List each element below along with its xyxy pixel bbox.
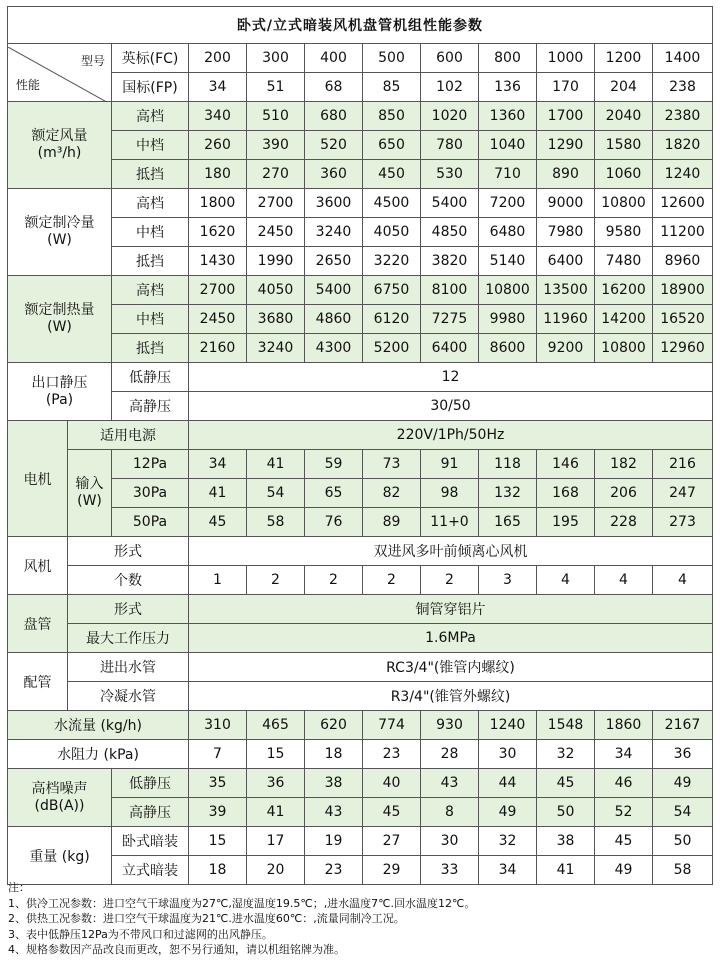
- value-cell: 300: [247, 44, 305, 73]
- row-label: 高档: [112, 102, 189, 131]
- row-label: 高档: [112, 276, 189, 305]
- value-cell: 33: [421, 856, 479, 885]
- cooling-label: [8, 189, 112, 276]
- value-cell: 168: [537, 479, 595, 508]
- table-row: [8, 102, 713, 131]
- value-cell: 102: [421, 73, 479, 102]
- value-cell: 15: [247, 740, 305, 769]
- value-cell: 1040: [479, 131, 537, 160]
- table-row: [8, 595, 713, 624]
- value-cell: 400: [305, 44, 363, 73]
- value-cell: 10800: [595, 334, 653, 363]
- notes: [8, 880, 708, 958]
- value-cell: 146: [537, 450, 595, 479]
- table-row: [8, 305, 713, 334]
- table-row: [8, 653, 713, 682]
- value-cell: 7480: [595, 247, 653, 276]
- value-cell: 11960: [537, 305, 595, 334]
- value-cell: 18: [305, 740, 363, 769]
- value-cell: 68: [305, 73, 363, 102]
- value-cell: 45: [537, 769, 595, 798]
- row-label: 抵挡: [112, 247, 189, 276]
- value-cell: 1820: [653, 131, 713, 160]
- value-cell: 10800: [479, 276, 537, 305]
- row-label: 30Pa: [112, 479, 189, 508]
- row-label: 进出水管: [68, 653, 189, 682]
- group-label: 出口静压: [31, 374, 88, 391]
- value-cell: 3820: [421, 247, 479, 276]
- table-row: [8, 682, 713, 711]
- group-label: 额定风量: [31, 128, 88, 144]
- table-row: [8, 218, 713, 247]
- value-cell: 170: [537, 73, 595, 102]
- value-cell: 4: [595, 566, 653, 595]
- table-row: [8, 508, 713, 537]
- value-cell: 1548: [537, 711, 595, 740]
- value-cell: 38: [305, 769, 363, 798]
- value-cell: 2167: [653, 711, 713, 740]
- value-cell: 30/50: [189, 392, 713, 421]
- value-cell: 260: [189, 131, 247, 160]
- value-cell: 270: [247, 160, 305, 189]
- value-cell: 780: [421, 131, 479, 160]
- value-cell: 360: [305, 160, 363, 189]
- value-cell: 11200: [653, 218, 713, 247]
- value-cell: 58: [247, 508, 305, 537]
- value-cell: 18: [189, 856, 247, 885]
- value-cell: 465: [247, 711, 305, 740]
- row-label: 低静压: [112, 363, 189, 392]
- value-cell: 8600: [479, 334, 537, 363]
- fan-label: 风机: [8, 537, 68, 595]
- value-cell: 82: [363, 479, 421, 508]
- value-cell: 1060: [595, 160, 653, 189]
- value-cell: 49: [595, 856, 653, 885]
- value-cell: 76: [305, 508, 363, 537]
- value-cell: 73: [363, 450, 421, 479]
- value-cell: 34: [189, 450, 247, 479]
- value-cell: 41: [189, 479, 247, 508]
- value-cell: 14200: [595, 305, 653, 334]
- value-cell: 1990: [247, 247, 305, 276]
- value-cell: 774: [363, 711, 421, 740]
- value-cell: 9580: [595, 218, 653, 247]
- value-cell: 36: [247, 769, 305, 798]
- value-cell: 3220: [363, 247, 421, 276]
- value-cell: 2700: [247, 189, 305, 218]
- value-cell: 11+0: [421, 508, 479, 537]
- value-cell: 1430: [189, 247, 247, 276]
- row-label: 个数: [68, 566, 189, 595]
- value-cell: 220V/1Ph/50Hz: [189, 421, 713, 450]
- value-cell: 10800: [595, 189, 653, 218]
- value-cell: 59: [305, 450, 363, 479]
- value-cell: 118: [479, 450, 537, 479]
- value-cell: 510: [247, 102, 305, 131]
- table-row: [8, 740, 713, 769]
- value-cell: 1800: [189, 189, 247, 218]
- value-cell: 200: [189, 44, 247, 73]
- value-cell: 2: [363, 566, 421, 595]
- group-label: 额定制热量: [24, 302, 95, 318]
- value-cell: 3: [479, 566, 537, 595]
- table-row: [8, 247, 713, 276]
- airflow-label: [8, 102, 112, 189]
- value-cell: 216: [653, 450, 713, 479]
- value-cell: 6750: [363, 276, 421, 305]
- row-label: 冷凝水管: [68, 682, 189, 711]
- value-cell: 2650: [305, 247, 363, 276]
- value-cell: 6120: [363, 305, 421, 334]
- value-cell: 3240: [305, 218, 363, 247]
- value-cell: 4300: [305, 334, 363, 363]
- value-cell: 12600: [653, 189, 713, 218]
- value-cell: 45: [363, 798, 421, 827]
- row-label: 50Pa: [112, 508, 189, 537]
- value-cell: 340: [189, 102, 247, 131]
- value-cell: 4050: [363, 218, 421, 247]
- motor-input-label: [68, 450, 112, 537]
- value-cell: 89: [363, 508, 421, 537]
- value-cell: 54: [653, 798, 713, 827]
- value-cell: 41: [247, 798, 305, 827]
- value-cell: RC3/4"(锥管内螺纹): [189, 653, 713, 682]
- value-cell: 5140: [479, 247, 537, 276]
- note-item: 2、供热工况参数：进口空气干球温度为21℃.进水温度60℃：,流量同制冷工况。: [8, 912, 405, 925]
- row-label: 高静压: [112, 798, 189, 827]
- table-row: [8, 624, 713, 653]
- value-cell: 38: [537, 827, 595, 856]
- value-cell: 228: [595, 508, 653, 537]
- value-cell: 35: [189, 769, 247, 798]
- table-row: [8, 44, 713, 73]
- value-cell: 6480: [479, 218, 537, 247]
- value-cell: 2700: [189, 276, 247, 305]
- value-cell: 23: [363, 740, 421, 769]
- value-cell: 4850: [421, 218, 479, 247]
- value-cell: 1580: [595, 131, 653, 160]
- note-item: 3、表中低静压12Pa为不带风口和过滤网的出风静压。: [8, 927, 273, 941]
- value-cell: 600: [421, 44, 479, 73]
- value-cell: 30: [421, 827, 479, 856]
- value-cell: 34: [479, 856, 537, 885]
- value-cell: 310: [189, 711, 247, 740]
- value-cell: 50: [537, 798, 595, 827]
- value-cell: 12: [189, 363, 713, 392]
- corner-model-label: 型号: [80, 53, 105, 68]
- value-cell: 32: [479, 827, 537, 856]
- value-cell: 铜管穿铝片: [189, 595, 713, 624]
- value-cell: 1: [189, 566, 247, 595]
- table-row: [8, 73, 713, 102]
- coil-label: 盘管: [8, 595, 68, 653]
- row-label: 卧式暗装: [112, 827, 189, 856]
- value-cell: 41: [247, 450, 305, 479]
- table-row: [8, 189, 713, 218]
- corner-performance-label: 性能: [16, 77, 41, 92]
- row-label: 国标(FP): [112, 73, 189, 102]
- value-cell: 850: [363, 102, 421, 131]
- value-cell: 1860: [595, 711, 653, 740]
- value-cell: 680: [305, 102, 363, 131]
- value-cell: 3680: [247, 305, 305, 334]
- value-cell: 9980: [479, 305, 537, 334]
- row-label: 形式: [68, 595, 189, 624]
- row-label: 形式: [68, 537, 189, 566]
- row-label: 高档: [112, 189, 189, 218]
- group-label: 输入: [75, 476, 104, 492]
- value-cell: 17: [247, 827, 305, 856]
- value-cell: 5200: [363, 334, 421, 363]
- value-cell: 40: [363, 769, 421, 798]
- table-row: [8, 450, 713, 479]
- value-cell: 12960: [653, 334, 713, 363]
- value-cell: 65: [305, 479, 363, 508]
- value-cell: 1.6MPa: [189, 624, 713, 653]
- value-cell: 450: [363, 160, 421, 189]
- value-cell: 2040: [595, 102, 653, 131]
- row-label: 中档: [112, 305, 189, 334]
- value-cell: 39: [189, 798, 247, 827]
- value-cell: 28: [421, 740, 479, 769]
- group-unit: (dB(A)): [34, 797, 85, 814]
- value-cell: 1020: [421, 102, 479, 131]
- row-label: 抵挡: [112, 334, 189, 363]
- value-cell: 165: [479, 508, 537, 537]
- row-label: 抵挡: [112, 160, 189, 189]
- value-cell: 8100: [421, 276, 479, 305]
- value-cell: 2: [305, 566, 363, 595]
- value-cell: 247: [653, 479, 713, 508]
- row-label: 中档: [112, 131, 189, 160]
- value-cell: 5400: [305, 276, 363, 305]
- value-cell: 1400: [653, 44, 713, 73]
- value-cell: 7275: [421, 305, 479, 334]
- notes-heading: 注：: [8, 881, 30, 894]
- value-cell: 6400: [537, 247, 595, 276]
- row-label: 英标(FC): [112, 44, 189, 73]
- value-cell: 530: [421, 160, 479, 189]
- group-label: 高档噪声: [31, 780, 88, 797]
- value-cell: 32: [537, 740, 595, 769]
- value-cell: 238: [653, 73, 713, 102]
- value-cell: 20: [247, 856, 305, 885]
- value-cell: 23: [305, 856, 363, 885]
- table-row: [8, 479, 713, 508]
- value-cell: 85: [363, 73, 421, 102]
- value-cell: 16200: [595, 276, 653, 305]
- value-cell: 98: [421, 479, 479, 508]
- value-cell: 46: [595, 769, 653, 798]
- value-cell: 7: [189, 740, 247, 769]
- value-cell: 2: [421, 566, 479, 595]
- row-label: 最大工作压力: [68, 624, 189, 653]
- value-cell: 930: [421, 711, 479, 740]
- value-cell: 4: [537, 566, 595, 595]
- value-cell: 3240: [247, 334, 305, 363]
- value-cell: 520: [305, 131, 363, 160]
- table-row: [8, 566, 713, 595]
- value-cell: 27: [363, 827, 421, 856]
- value-cell: 45: [189, 508, 247, 537]
- value-cell: 182: [595, 450, 653, 479]
- table-row: [8, 827, 713, 856]
- value-cell: 4500: [363, 189, 421, 218]
- value-cell: 9000: [537, 189, 595, 218]
- value-cell: 3600: [305, 189, 363, 218]
- value-cell: 16520: [653, 305, 713, 334]
- value-cell: 8960: [653, 247, 713, 276]
- table-row: [8, 160, 713, 189]
- value-cell: 44: [479, 769, 537, 798]
- group-unit: (W): [47, 319, 72, 335]
- value-cell: 136: [479, 73, 537, 102]
- value-cell: 36: [653, 740, 713, 769]
- table-row: [8, 537, 713, 566]
- row-label: 12Pa: [112, 450, 189, 479]
- water-flow-label: 水流量 (kg/h): [8, 711, 189, 740]
- value-cell: 390: [247, 131, 305, 160]
- value-cell: 204: [595, 73, 653, 102]
- row-label: 适用电源: [68, 421, 189, 450]
- value-cell: 8: [421, 798, 479, 827]
- group-unit: (W): [77, 493, 102, 509]
- value-cell: 43: [421, 769, 479, 798]
- value-cell: 206: [595, 479, 653, 508]
- value-cell: 45: [595, 827, 653, 856]
- value-cell: 29: [363, 856, 421, 885]
- value-cell: 4050: [247, 276, 305, 305]
- value-cell: 30: [479, 740, 537, 769]
- value-cell: 890: [537, 160, 595, 189]
- value-cell: 2160: [189, 334, 247, 363]
- value-cell: 1360: [479, 102, 537, 131]
- piping-label: 配管: [8, 653, 68, 711]
- value-cell: 710: [479, 160, 537, 189]
- value-cell: 19: [305, 827, 363, 856]
- value-cell: 1290: [537, 131, 595, 160]
- table-row: [8, 334, 713, 363]
- value-cell: 1240: [479, 711, 537, 740]
- value-cell: 51: [247, 73, 305, 102]
- group-unit: (Pa): [45, 391, 74, 408]
- value-cell: 2450: [189, 305, 247, 334]
- value-cell: 6400: [421, 334, 479, 363]
- note-item: 1、供冷工况参数：进口空气干球温度为27℃,湿度温度19.5℃；,进水温度7℃.回水温度12℃。: [8, 896, 476, 910]
- value-cell: 800: [479, 44, 537, 73]
- value-cell: 49: [479, 798, 537, 827]
- row-label: 低静压: [112, 769, 189, 798]
- value-cell: 9200: [537, 334, 595, 363]
- note-item: 4、规格参数因产品改良而更改，恕不另行通知，请以机组铭牌为准。: [8, 943, 345, 956]
- table-row: [8, 276, 713, 305]
- value-cell: 2450: [247, 218, 305, 247]
- group-unit: (W): [47, 232, 72, 248]
- motor-label: 电机: [8, 421, 68, 537]
- value-cell: 49: [653, 769, 713, 798]
- table-row: [8, 798, 713, 827]
- row-label: 高静压: [112, 392, 189, 421]
- value-cell: 1240: [653, 160, 713, 189]
- heating-label: [8, 276, 112, 363]
- table-row: [8, 392, 713, 421]
- value-cell: 34: [595, 740, 653, 769]
- value-cell: 52: [595, 798, 653, 827]
- value-cell: 18900: [653, 276, 713, 305]
- value-cell: 5400: [421, 189, 479, 218]
- row-label: 立式暗装: [112, 856, 189, 885]
- table-row: [8, 711, 713, 740]
- value-cell: 650: [363, 131, 421, 160]
- table-row: [8, 769, 713, 798]
- table-row: [8, 421, 713, 450]
- table-title: 卧式/立式暗装风机盘管机组性能参数: [8, 7, 713, 44]
- value-cell: 1620: [189, 218, 247, 247]
- value-cell: 132: [479, 479, 537, 508]
- row-label: 中档: [112, 218, 189, 247]
- value-cell: 13500: [537, 276, 595, 305]
- value-cell: 7980: [537, 218, 595, 247]
- value-cell: 2380: [653, 102, 713, 131]
- table-row: [8, 131, 713, 160]
- value-cell: 双进风多叶前倾离心风机: [189, 537, 713, 566]
- value-cell: 4860: [305, 305, 363, 334]
- value-cell: 91: [421, 450, 479, 479]
- value-cell: 1700: [537, 102, 595, 131]
- value-cell: 195: [537, 508, 595, 537]
- table-row: [8, 363, 713, 392]
- value-cell: 4: [653, 566, 713, 595]
- water-resistance-label: 水阻力 (kPa): [8, 740, 189, 769]
- value-cell: R3/4"(锥管外螺纹): [189, 682, 713, 711]
- value-cell: 180: [189, 160, 247, 189]
- value-cell: 500: [363, 44, 421, 73]
- value-cell: 1200: [595, 44, 653, 73]
- value-cell: 50: [653, 827, 713, 856]
- value-cell: 41: [537, 856, 595, 885]
- weight-label: 重量 (kg): [8, 827, 112, 885]
- value-cell: 7200: [479, 189, 537, 218]
- value-cell: 620: [305, 711, 363, 740]
- value-cell: 34: [189, 73, 247, 102]
- value-cell: 54: [247, 479, 305, 508]
- group-label: 额定制冷量: [24, 215, 95, 231]
- value-cell: 1000: [537, 44, 595, 73]
- group-unit: (m³/h): [37, 145, 82, 161]
- static-pressure-label: [8, 363, 112, 421]
- value-cell: 15: [189, 827, 247, 856]
- corner-cell: [8, 44, 112, 102]
- value-cell: 2: [247, 566, 305, 595]
- value-cell: 273: [653, 508, 713, 537]
- noise-label: [8, 769, 112, 827]
- performance-table: [7, 6, 713, 885]
- value-cell: 58: [653, 856, 713, 885]
- value-cell: 43: [305, 798, 363, 827]
